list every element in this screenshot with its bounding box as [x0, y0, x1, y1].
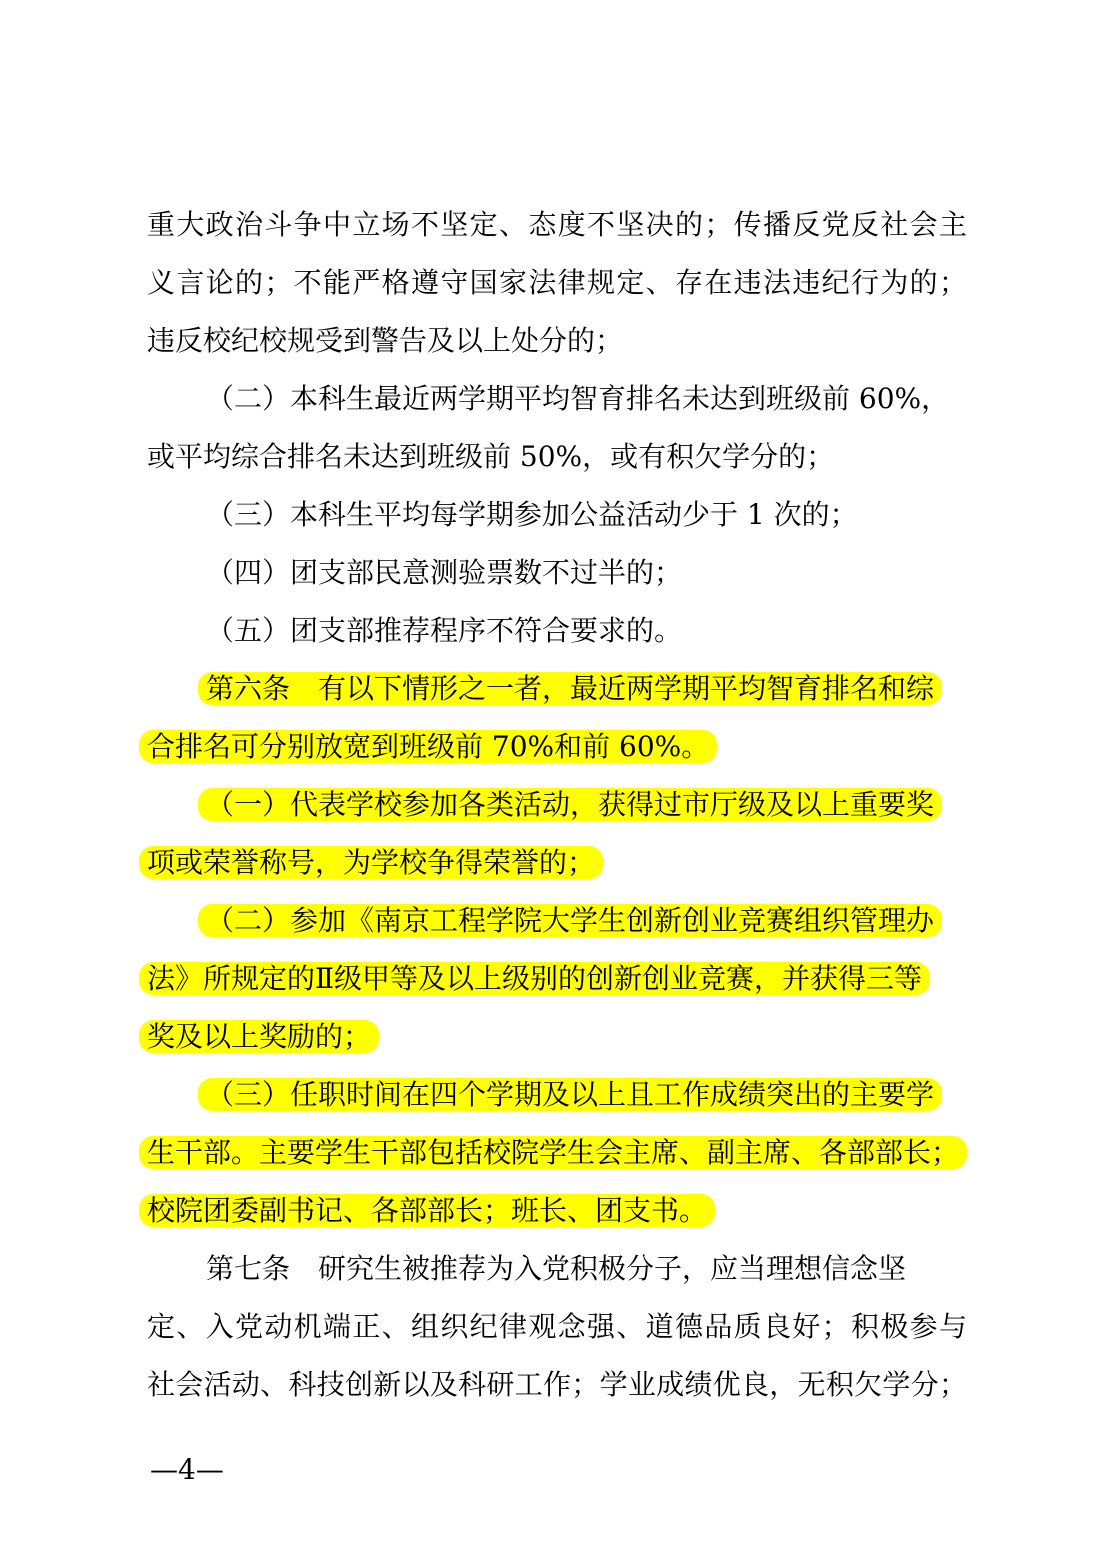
body-line: （五）团支部推荐程序不符合要求的。	[206, 614, 683, 647]
highlighted-text: 校院团委副书记、各部部长；班长、团支书。	[139, 1194, 715, 1227]
body-line: 义言论的；不能严格遵守国家法律规定、存在违法违纪行为的；	[147, 266, 967, 299]
article-6-line	[147, 727, 717, 767]
highlighted-text: 法》所规定的Ⅱ级甲等及以上级别的创新创业竞赛，并获得三等	[139, 962, 930, 995]
body-line: 社会活动、科技创新以及科研工作；学业成绩优良，无积欠学分；	[147, 1368, 967, 1401]
highlighted-text: （二）参加《南京工程学院大学生创新创业竞赛组织管理办	[198, 904, 942, 937]
body-line: 违反校纪校规受到警告及以上处分的；	[147, 324, 624, 357]
highlighted-text: 奖及以上奖励的；	[139, 1020, 379, 1053]
clause-line	[147, 843, 603, 883]
clause-line	[206, 785, 942, 825]
article-6-line	[206, 669, 942, 709]
highlighted-text: （三）任职时间在四个学期及以上且工作成绩突出的主要学	[198, 1078, 942, 1111]
highlighted-text: （一）代表学校参加各类活动，获得过市厅级及以上重要奖	[198, 788, 942, 821]
clause-line	[206, 901, 942, 941]
highlighted-text: 第六条 有以下情形之一者，最近两学期平均智育排名和综	[198, 672, 942, 705]
clause-line	[206, 1075, 942, 1115]
body-line: （二）本科生最近两学期平均智育排名未达到班级前 60%，	[206, 382, 950, 415]
clause-line	[147, 1191, 715, 1231]
highlighted-text: 项或荣誉称号，为学校争得荣誉的；	[139, 846, 603, 879]
page-number: —4—	[150, 1453, 224, 1486]
clause-line	[147, 1017, 379, 1057]
body-line: 第七条 研究生被推荐为入党积极分子，应当理想信念坚	[206, 1252, 907, 1285]
highlighted-text: 生干部。主要学生干部包括校院学生会主席、副主席、各部部长；	[139, 1136, 967, 1169]
body-line: （三）本科生平均每学期参加公益活动少于 1 次的；	[206, 498, 858, 531]
body-line: 或平均综合排名未达到班级前 50%，或有积欠学分的；	[147, 440, 835, 473]
body-line: 定、入党动机端正、组织纪律观念强、道德品质良好；积极参与	[147, 1310, 967, 1343]
highlighted-text: 合排名可分别放宽到班级前 70%和前 60%。	[139, 730, 717, 763]
body-line: （四）团支部民意测验票数不过半的；	[206, 556, 683, 589]
clause-line	[147, 959, 930, 999]
body-line: 重大政治斗争中立场不坚定、态度不坚决的；传播反党反社会主	[147, 208, 967, 241]
clause-line	[147, 1133, 967, 1173]
